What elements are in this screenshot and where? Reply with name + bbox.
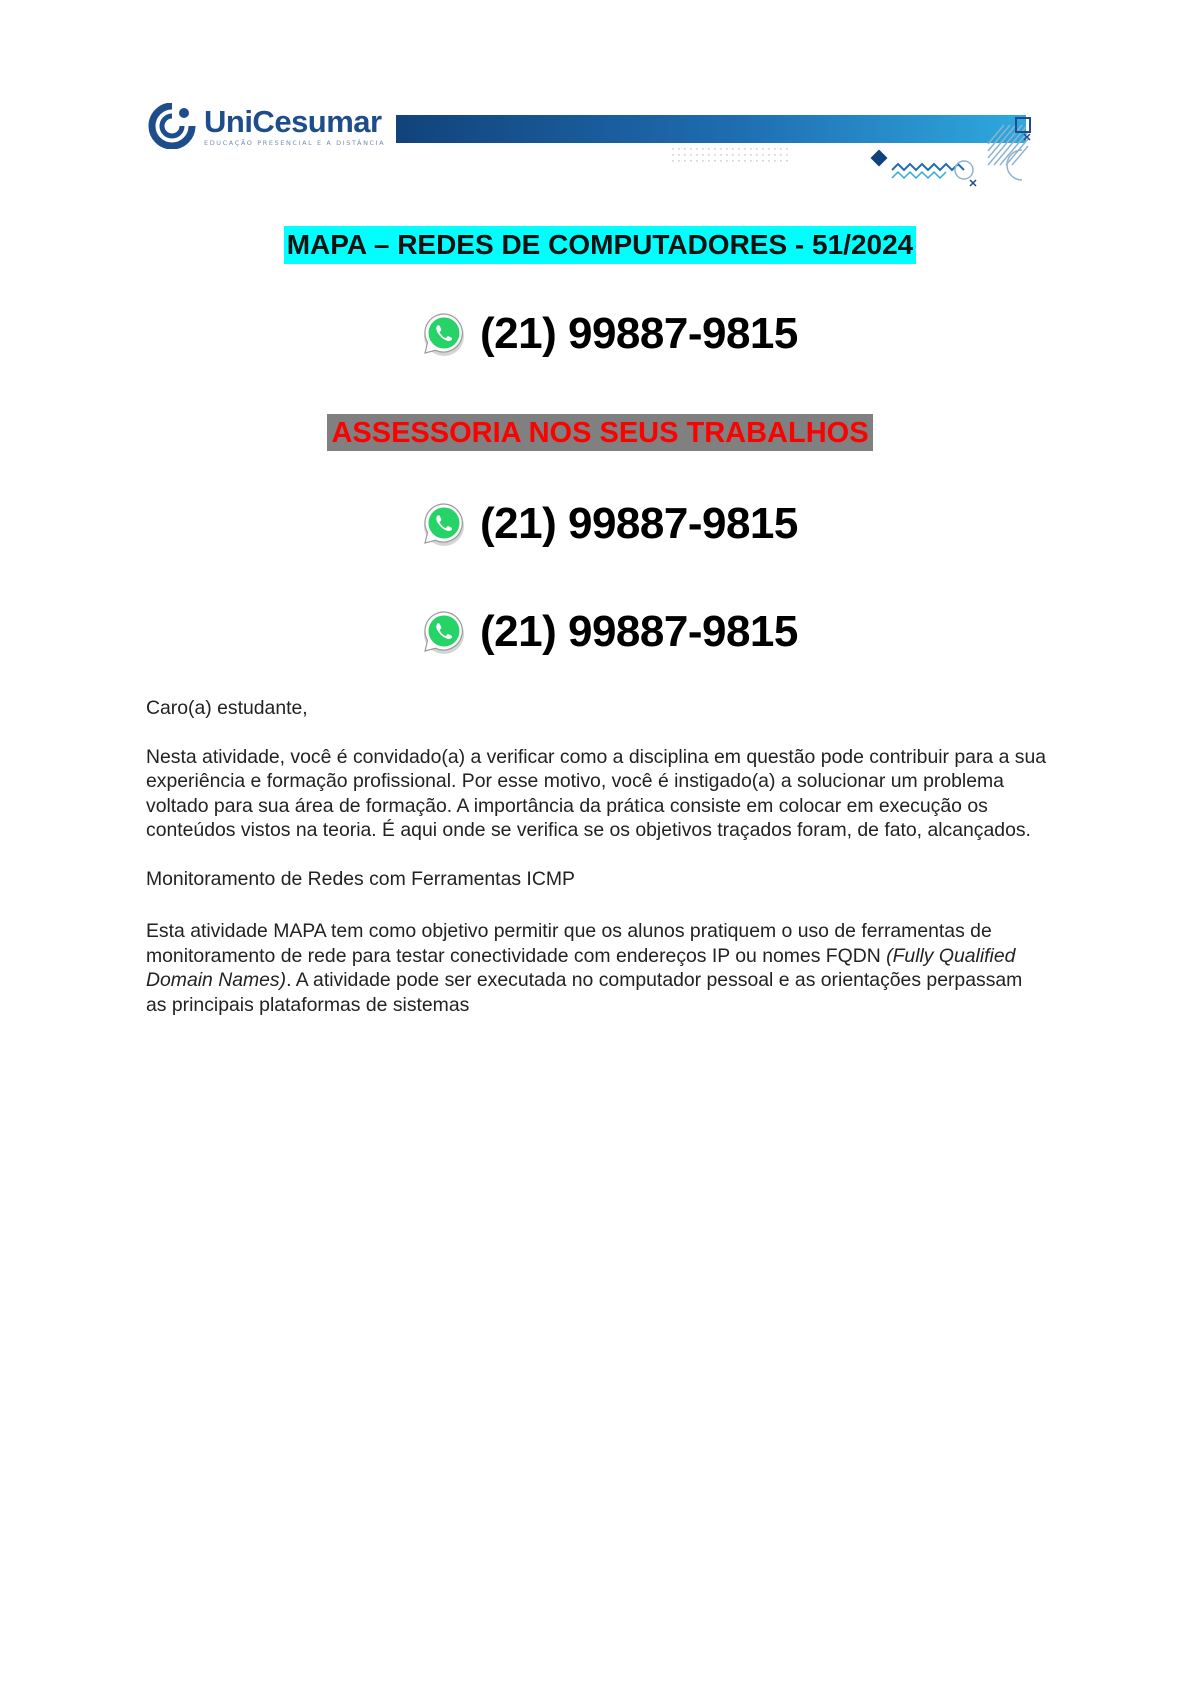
section-subtitle: Monitoramento de Redes com Ferramentas ICMP (146, 867, 575, 890)
header-decoration (670, 110, 1070, 202)
logo-tagline: EDUCAÇÃO PRESENCIAL E A DISTÂNCIA (204, 138, 386, 147)
page-title: MAPA – REDES DE COMPUTADORES - 51/2024 (284, 226, 917, 264)
intro-paragraph: Nesta atividade, você é convidado(a) a verificar como a disciplina em questão pode contribuir para a sua experiência e formação profissional. Por esse motivo, você é instigado(a) a solucionar um problema voltado para sua área de formação. A importância da prática consiste em colocar em execução os conteúdos vistos na teoria. É aqui onde se verifica se os objetivos traçados foram, de fato, alcançados. (146, 745, 1047, 841)
whatsapp-phone-1[interactable] (420, 304, 880, 364)
unicesumar-logo-icon (146, 103, 198, 149)
activity-paragraph (146, 919, 1046, 1017)
whatsapp-icon (420, 500, 468, 548)
logo-name: UniCesumar (204, 103, 382, 139)
whatsapp-icon (420, 310, 468, 358)
whatsapp-icon (420, 608, 468, 656)
whatsapp-phone-3[interactable] (420, 602, 880, 662)
activity-text-part2: . A atividade pode ser executada no computador pessoal e as orientações perpassam as principais plataformas de sistemas (146, 969, 1023, 1016)
activity-text-part1: Esta atividade MAPA tem como objetivo permitir que os alunos pratiquem o uso de ferramentas de monitoramento de rede para testar conectividade com endereços IP ou nomes FQDN (146, 920, 992, 967)
assessoria-banner: ASSESSORIA NOS SEUS TRABALHOS (327, 414, 872, 451)
activity-text-emphasis: (Fully Qualified Domain Names) (146, 944, 1016, 991)
phone-number-1: (21) 99887-9815 (480, 309, 798, 358)
whatsapp-phone-2[interactable] (420, 494, 880, 554)
phone-number-3: (21) 99887-9815 (480, 607, 798, 656)
unicesumar-logo (146, 100, 396, 152)
phone-number-2: (21) 99887-9815 (480, 499, 798, 548)
document-body (146, 696, 1046, 1017)
page-header (0, 0, 1200, 200)
greeting: Caro(a) estudante, (146, 697, 308, 719)
